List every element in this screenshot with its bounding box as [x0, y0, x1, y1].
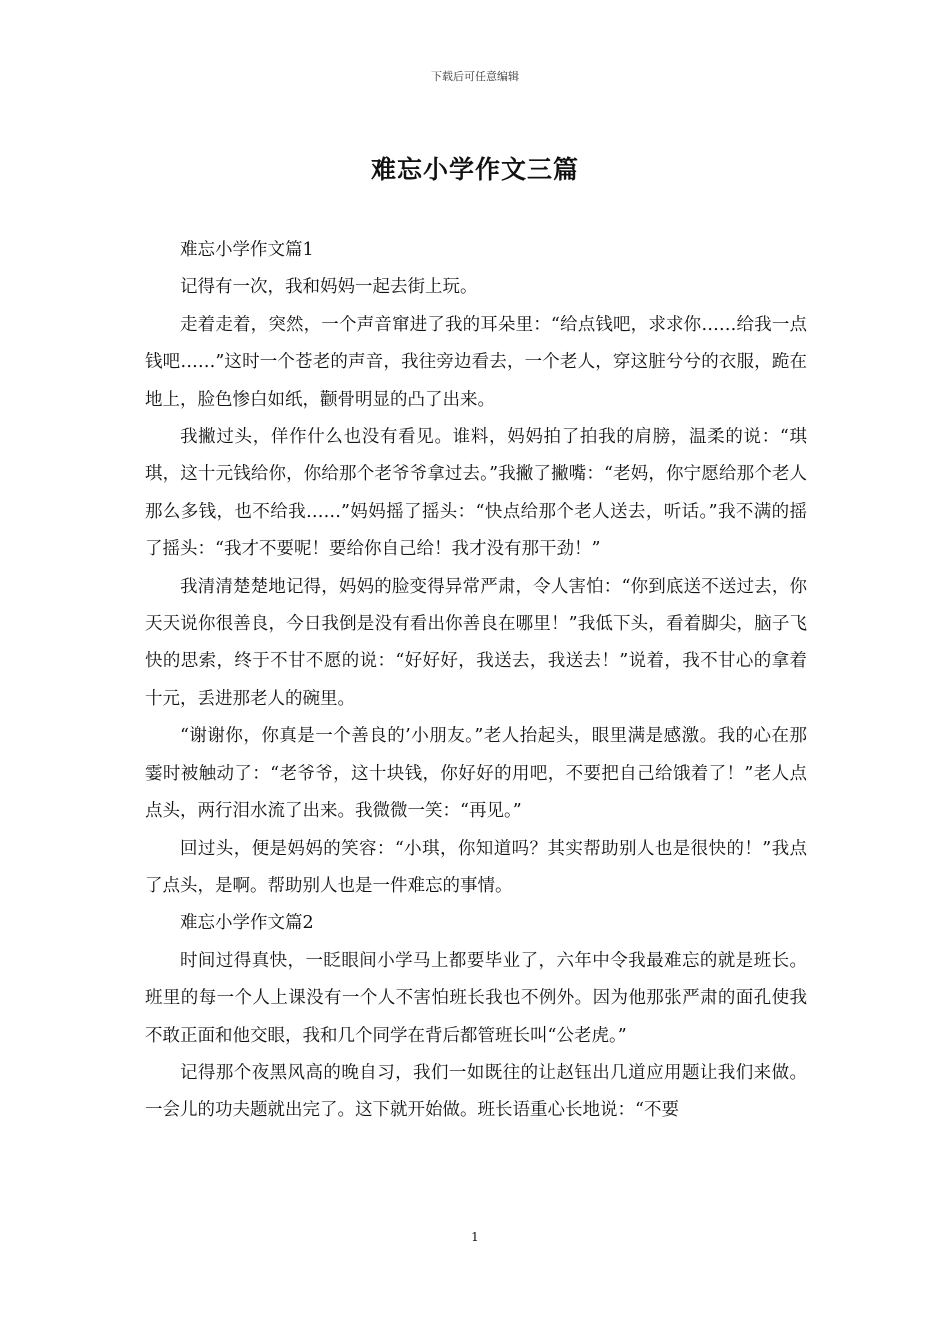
- paragraph: 我清清楚楚地记得，妈妈的脸变得异常严肃，令人害怕：“你到底送不送过去，你天天说你很善良，今日我倒是没有看出你善良在哪里！”我低下头，看着脚尖，脑子飞快的思索，终于不甘不愿的说：“好好好，我送去，我送去！”说着，我不甘心的拿着十元，丢进那老人的碗里。: [145, 576, 807, 709]
- paragraph: “谢谢你，你真是一个善良的’小朋友。”老人抬起头，眼里满是感激。我的心在那霎时被触动了：“老爷爷，这十块钱，你好好的用吧，不要把自己给饿着了！”老人点点头，两行泪水流了出来。我微微一笑：“再见。”: [145, 726, 807, 822]
- paragraph: 记得有一次，我和妈妈一起去街上玩。: [180, 277, 478, 298]
- section-heading-1: 难忘小学作文篇1: [180, 240, 314, 260]
- paragraph: 我撇过头，佯作什么也没有看见。谁料，妈妈拍了拍我的肩膀，温柔的说：“琪琪，这十元钱给你，你给那个老爷爷拿过去。”我撇了撇嘴：“老妈，你宁愿给那个老人那么多钱，也不给我……”妈妈摇了摇头：“快点给那个老人送去，听话。”我不满的摇了摇头：“我才不要呢！要给你自己给！我才没有那干劲！”: [145, 427, 807, 560]
- document-title: 难忘小学作文三篇: [370, 155, 579, 184]
- paragraph: 记得那个夜黑风高的晚自习，我们一如既往的让赵钰出几道应用题让我们来做。一会儿的功夫题就出完了。这下就开始做。班长语重心长地说：“不要: [145, 1062, 807, 1121]
- paragraph: 走着走着，突然，一个声音窜进了我的耳朵里：“给点钱吧，求求你……给我一点钱吧……”这时一个苍老的声音，我往旁边看去，一个老人，穿这脏兮兮的衣服，跪在地上，脸色惨白如纸，颧骨明显的凸了出来。: [145, 314, 807, 410]
- paragraph: 时间过得真快，一眨眼间小学马上都要毕业了，六年中令我最难忘的就是班长。班里的每一个人上课没有一个人不害怕班长我也不例外。因为他那张严肃的面孔使我不敢正面和他交眼，我和几个同学在背后都管班长叫“公老虎。”: [145, 950, 807, 1046]
- document-body: [145, 232, 807, 1130]
- page-number: 1: [471, 1230, 479, 1244]
- header-note: 下载后可任意编辑: [431, 70, 519, 83]
- section-heading-2: 难忘小学作文篇2: [180, 913, 314, 934]
- paragraph: 回过头，便是妈妈的笑容：“小琪，你知道吗？其实帮助别人也是很快的！”我点了点头，是啊。帮助别人也是一件难忘的事情。: [145, 838, 807, 896]
